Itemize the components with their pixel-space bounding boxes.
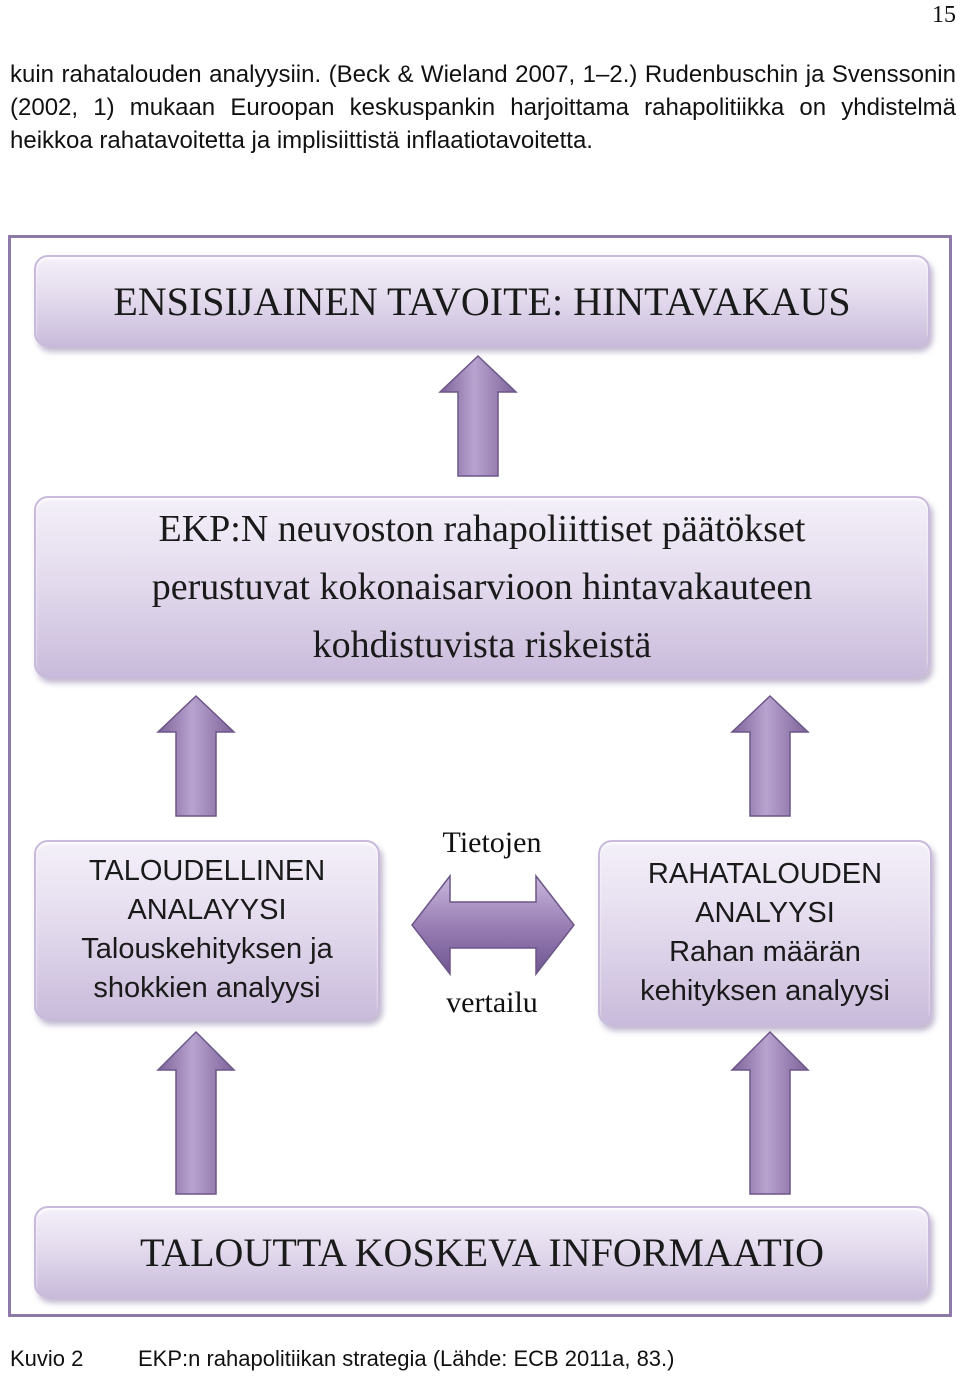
figure-caption [10,1346,674,1372]
up-arrow-icon [154,1030,238,1198]
monetary-analysis-desc-1: Rahan määrän [669,936,861,968]
comparison-label-bottom: vertailu [446,986,538,1019]
economic-analysis-desc-1: Talouskehityksen ja [81,933,333,965]
caption-label: Kuvio 2 [10,1346,84,1371]
information-box [34,1206,930,1298]
caption-text: EKP:n rahapolitiikan strategia (Lähde: ECB 2011a, 83.) [138,1346,675,1371]
double-arrow-icon [408,870,578,980]
decision-box [34,496,930,678]
up-arrow-icon [154,694,238,820]
up-arrow-icon [728,1030,812,1198]
intro-paragraph: kuin rahatalouden analyysiin. (Beck & Wieland 2007, 1–2.) Rudenbuschin ja Svenssonin (2002, 1) mukaan Euroopan keskuspankin harjoittama rahapolitiikka on yhdistelmä heikkoa rahatavoitetta ja implisiittistä inflaatiotavoitetta. [10,61,956,154]
primary-goal-box [34,255,930,347]
economic-analysis-title-2: ANALAYYSI [127,894,287,926]
decision-line-1: EKP:N neuvoston rahapoliittiset päätökset [158,508,806,550]
monetary-analysis-title-2: ANALYYSI [695,897,835,929]
primary-goal-text: ENSISIJAINEN TAVOITE: HINTAVAKAUS [113,278,851,324]
economic-analysis-desc-2: shokkien analyysi [93,972,321,1004]
monetary-analysis-desc-2: kehityksen analyysi [640,975,890,1007]
monetary-analysis-box [598,840,932,1026]
up-arrow-icon [436,354,520,480]
comparison-label-top: Tietojen [442,826,542,859]
decision-line-2: perustuvat kokonaisarvioon hintavakauteen [151,566,813,608]
economic-analysis-box [34,840,380,1020]
economic-analysis-title-1: TALOUDELLINEN [88,855,326,887]
up-arrow-icon [728,694,812,820]
information-text: TALOUTTA KOSKEVA INFORMAATIO [140,1229,824,1275]
page-number: 15 [932,2,956,28]
decision-line-3: kohdistuvista riskeistä [312,624,652,666]
monetary-analysis-title-1: RAHATALOUDEN [647,858,883,890]
